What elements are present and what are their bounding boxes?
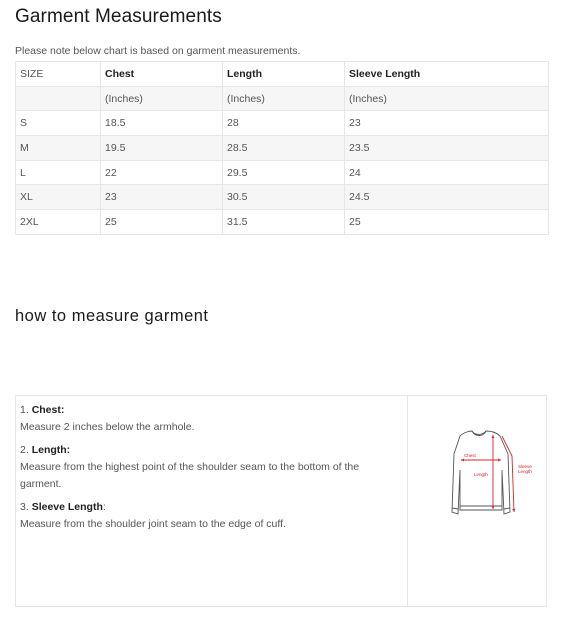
- unit-cell: (Inches): [345, 86, 549, 111]
- table-cell: 28.5: [223, 136, 345, 161]
- table-cell: 29.5: [223, 160, 345, 185]
- sleeve-label-1: Sleeve: [518, 464, 532, 469]
- table-row: [16, 160, 549, 185]
- table-cell: 24.5: [345, 185, 549, 210]
- table-cell: 2XL: [16, 210, 101, 235]
- table-cell: L: [16, 160, 101, 185]
- table-cell: 25: [345, 210, 549, 235]
- table-cell: 28: [223, 111, 345, 136]
- how-to-measure-heading: how to measure garment: [15, 307, 209, 325]
- sleeve-label-2: Length: [518, 469, 532, 474]
- table-cell: 19.5: [101, 136, 223, 161]
- table-cell: 30.5: [223, 185, 345, 210]
- item-number: 2.: [20, 444, 29, 456]
- item-label: Sleeve Length: [31, 501, 103, 513]
- length-label: Length: [474, 472, 488, 477]
- instruction-length: [20, 442, 403, 493]
- size-chart-table: [15, 61, 549, 235]
- chest-label: Chest: [464, 453, 476, 458]
- header-length: Length: [223, 62, 345, 87]
- sweater-diagram: [426, 426, 546, 521]
- unit-cell: [16, 86, 101, 111]
- table-units-row: [16, 86, 549, 111]
- table-cell: M: [16, 136, 101, 161]
- measure-instructions: [16, 396, 408, 606]
- table-cell: XL: [16, 185, 101, 210]
- page-title: Garment Measurements: [15, 6, 222, 27]
- item-number: 3.: [20, 501, 29, 513]
- item-text: Measure from the shoulder joint seam to the edge of cuff.: [20, 518, 286, 530]
- table-cell: 24: [345, 160, 549, 185]
- header-size: SIZE: [16, 62, 101, 87]
- unit-cell: (Inches): [223, 86, 345, 111]
- item-text: Measure 2 inches below the armhole.: [20, 421, 195, 433]
- header-chest: Chest: [101, 62, 223, 87]
- item-label-suffix: :: [102, 501, 106, 513]
- table-header-row: [16, 62, 549, 87]
- chart-note: Please note below chart is based on garment measurements.: [15, 45, 301, 57]
- table-cell: 18.5: [101, 111, 223, 136]
- unit-cell: (Inches): [101, 86, 223, 111]
- table-row: [16, 185, 549, 210]
- table-cell: 23.5: [345, 136, 549, 161]
- table-cell: 23: [101, 185, 223, 210]
- table-cell: 22: [101, 160, 223, 185]
- instruction-chest: [20, 402, 403, 436]
- table-cell: S: [16, 111, 101, 136]
- item-label: Chest:: [31, 404, 65, 416]
- table-row: [16, 111, 549, 136]
- table-cell: 31.5: [223, 210, 345, 235]
- table-cell: 25: [101, 210, 223, 235]
- item-label: Length:: [31, 444, 71, 456]
- header-sleeve-length: Sleeve Length: [345, 62, 549, 87]
- table-row: [16, 136, 549, 161]
- measure-guide-box: [15, 395, 547, 607]
- table-cell: 23: [345, 111, 549, 136]
- item-number: 1.: [20, 404, 29, 416]
- table-row: [16, 210, 549, 235]
- instruction-sleeve-length: [20, 499, 403, 533]
- item-text: Measure from the highest point of the shoulder seam to the bottom of the garment.: [20, 461, 360, 490]
